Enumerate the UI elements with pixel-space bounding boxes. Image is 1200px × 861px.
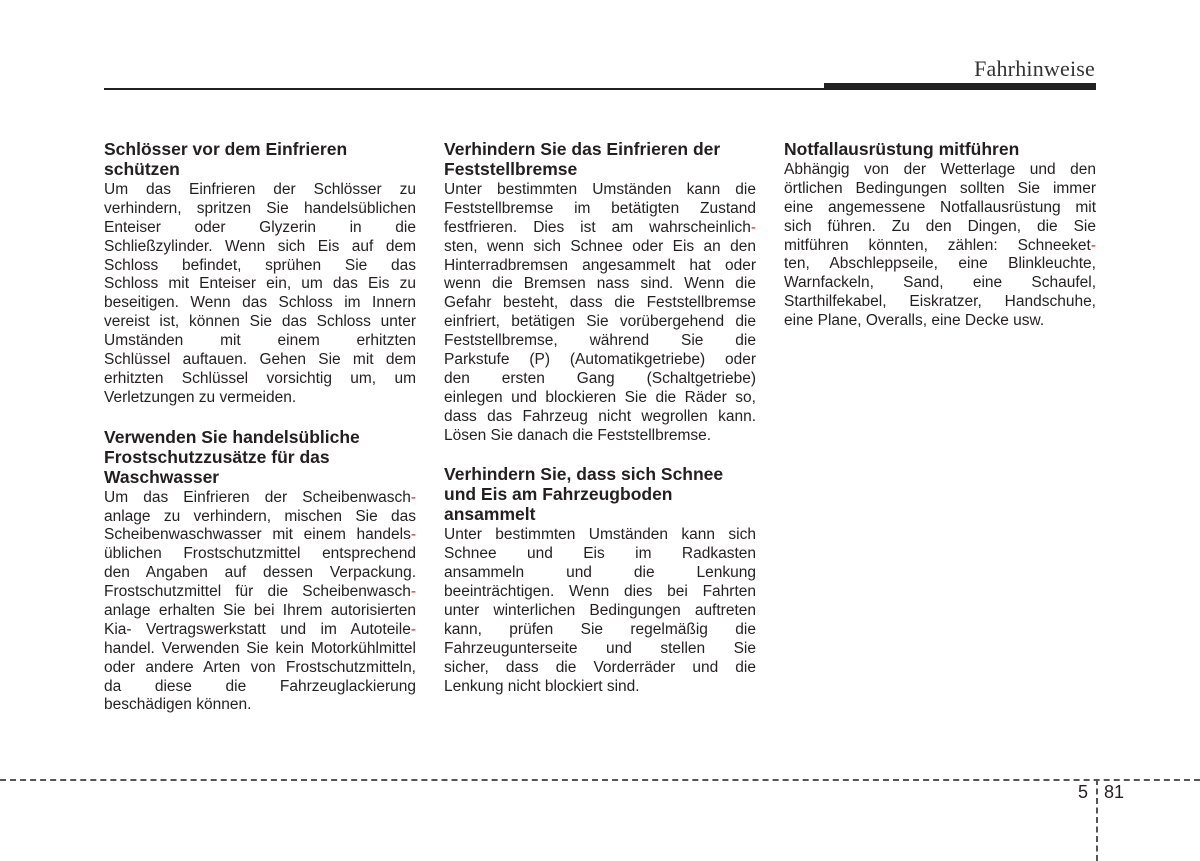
body-text-line: Enteiser oder Glyzerin in die [104, 218, 416, 236]
body-text-line: Schloss mit Enteiser ein, um das Eis zu [104, 275, 416, 293]
body-text-line: Feststellbremse im betätigten Zustand [444, 199, 756, 217]
body-text-line: Hinterradbremsen angesammelt hat oder [444, 256, 756, 274]
page-header-title: Fahrhinweise [974, 56, 1095, 81]
section-heading [104, 427, 416, 487]
body-text-line: eine angemessene Notfallausrüstung mit [784, 198, 1096, 216]
body-text-line: Frostschutzmittel für die Scheibenwasch- [104, 583, 416, 601]
body-text-line: Feststellbremse, während Sie die [444, 332, 756, 350]
body-text-line: anlage zu verhindern, mischen Sie das [104, 507, 416, 525]
body-text-line: beeinträchtigen. Wenn dies bei Fahrten [444, 583, 756, 601]
body-text-line: wenn die Bremsen nass sind. Wenn die [444, 275, 756, 293]
header-rule-thin [104, 88, 824, 90]
body-text-line: ansammeln und die Lenkung [444, 564, 756, 582]
body-text-line: sten, wenn sich Schnee oder Eis an den [444, 237, 756, 255]
body-text-line: Unter bestimmten Umständen kann sich [444, 526, 756, 544]
section-heading-line: Frostschutzzusätze für das [104, 446, 330, 467]
chapter-number: 5 [1078, 782, 1089, 802]
section-heading-line: Verhindern Sie das Einfrieren der [444, 139, 721, 159]
body-text-line: oder andere Arten von Frostschutzmitteln, [104, 658, 416, 676]
section [104, 139, 416, 408]
body-text-line: beschädigen können. [104, 696, 252, 714]
hyphen-mark: - [410, 620, 416, 638]
body-text-line: Schnee und Eis im Radkasten [444, 545, 756, 563]
body-text-line: Abhängig von der Wetterlage und den [784, 161, 1096, 178]
section-heading-line: Verwenden Sie handelsübliche [104, 426, 360, 447]
body-text-line: kann, prüfen Sie regelmäßig die [444, 620, 756, 638]
body-text-line: einlegen und blockieren Sie die Räder so, [444, 388, 756, 406]
body-text-line: eine Plane, Overalls, eine Decke usw. [784, 312, 1045, 330]
section-heading [784, 139, 1096, 159]
body-text-line: handel. Verwenden Sie kein Motorkühlmittel [104, 639, 416, 657]
hyphen-mark: - [750, 218, 756, 236]
page-number: 81 [1104, 782, 1125, 802]
body-text-line: Um das Einfrieren der Schlösser zu [104, 181, 416, 198]
body-text-line: Verletzungen zu vermeiden. [104, 388, 297, 406]
text-column-3 [784, 139, 1096, 350]
body-text-line: Warnfackeln, Sand, eine Schaufel, [784, 274, 1096, 292]
body-text-line: Starthilfekabel, Eiskratzer, Handschuhe, [784, 293, 1096, 311]
body-text-line: sich führen. Zu den Dingen, die Sie [784, 217, 1096, 235]
body-text-line: den ersten Gang (Schaltgetriebe) [444, 369, 756, 387]
hyphen-mark: - [410, 583, 416, 601]
section [104, 427, 416, 716]
section [444, 464, 756, 696]
section [784, 139, 1096, 331]
section-heading [104, 139, 416, 179]
section-heading-line: und Eis am Fahrzeugboden [444, 484, 673, 505]
body-text-line: unter winterlichen Bedingungen auftreten [444, 602, 756, 620]
section-heading-line: Schlösser vor dem Einfrieren [104, 139, 348, 159]
body-text-line: da diese die Fahrzeuglackierung [104, 677, 416, 695]
header-rule-thick [824, 83, 1096, 90]
body-text-line: verhindern, spritzen Sie handelsüblichen [104, 199, 416, 217]
body-text-line: einfriert, betätigen Sie vorübergehend die [444, 313, 756, 331]
text-column-1 [104, 139, 416, 734]
body-text-line: Fahrzeugunterseite und stellen Sie [444, 639, 756, 657]
body-text-line: Unter bestimmten Umständen kann die [444, 181, 756, 198]
body-text-line: üblichen Frostschutzmittel entsprechend [104, 545, 416, 563]
body-text-line: örtlichen Bedingungen sollten Sie immer [784, 179, 1096, 197]
section-heading-line: ansammelt [444, 504, 536, 525]
section-heading-line: Waschwasser [104, 466, 220, 487]
body-text-line: Parkstufe (P) (Automatikgetriebe) oder [444, 351, 756, 369]
hyphen-mark: - [410, 526, 416, 544]
body-text-line: Gefahr besteht, dass die Feststellbremse [444, 294, 756, 312]
footer-dashed-rule [0, 779, 1200, 781]
body-text-line: Scheibenwaschwasser mit einem handels- [104, 526, 416, 544]
section-heading-line: Feststellbremse [444, 159, 578, 179]
body-text-line: mitführen könnten, zählen: Schneeket- [784, 236, 1096, 254]
body-text-line: Kia- Vertragswerkstatt und im Autoteile- [104, 620, 416, 638]
section [444, 139, 756, 445]
body-text-line: vereist ist, können Sie das Schloss unter [104, 313, 416, 331]
footer-vertical-dashed-rule [1096, 779, 1098, 861]
body-text-line: ten, Abschleppseile, eine Blinkleuchte, [784, 255, 1096, 273]
body-text-line: Lösen Sie danach die Feststellbremse. [444, 426, 712, 444]
body-text-line: Umständen mit einem erhitzten [104, 332, 416, 350]
section-heading-line: schützen [104, 159, 180, 179]
body-text-line: Schlüssel auftauen. Gehen Sie mit dem [104, 351, 416, 369]
text-column-2 [444, 139, 756, 715]
section-heading-line: Verhindern Sie, dass sich Schnee [444, 464, 724, 485]
body-text-line: Um das Einfrieren der Scheibenwasch- [104, 488, 416, 506]
section-heading [444, 464, 756, 524]
body-text-line: erhitzten Schlüssel vorsichtig um, um [104, 369, 416, 387]
body-text-line: beseitigen. Wenn das Schloss im Innern [104, 294, 416, 312]
body-text-line: festfrieren. Dies ist am wahrscheinlich- [444, 218, 756, 236]
hyphen-mark: - [410, 488, 416, 506]
body-text-line: Lenkung nicht blockiert sind. [444, 677, 640, 695]
body-text-line: den Angaben auf dessen Verpackung. [104, 564, 416, 582]
body-text-line: Schloss befindet, sprühen Sie das [104, 256, 416, 274]
body-text-line: anlage erhalten Sie bei Ihrem autorisierten [104, 602, 416, 620]
body-text-line: Schließzylinder. Wenn sich Eis auf dem [104, 237, 416, 255]
body-text-line: dass das Fahrzeug nicht wegrollen kann. [444, 407, 756, 425]
hyphen-mark: - [1090, 236, 1096, 254]
section-heading [444, 139, 756, 179]
body-text-line: sicher, dass die Vorderräder und die [444, 658, 756, 676]
section-heading-line: Notfallausrüstung mitführen [784, 139, 1020, 159]
